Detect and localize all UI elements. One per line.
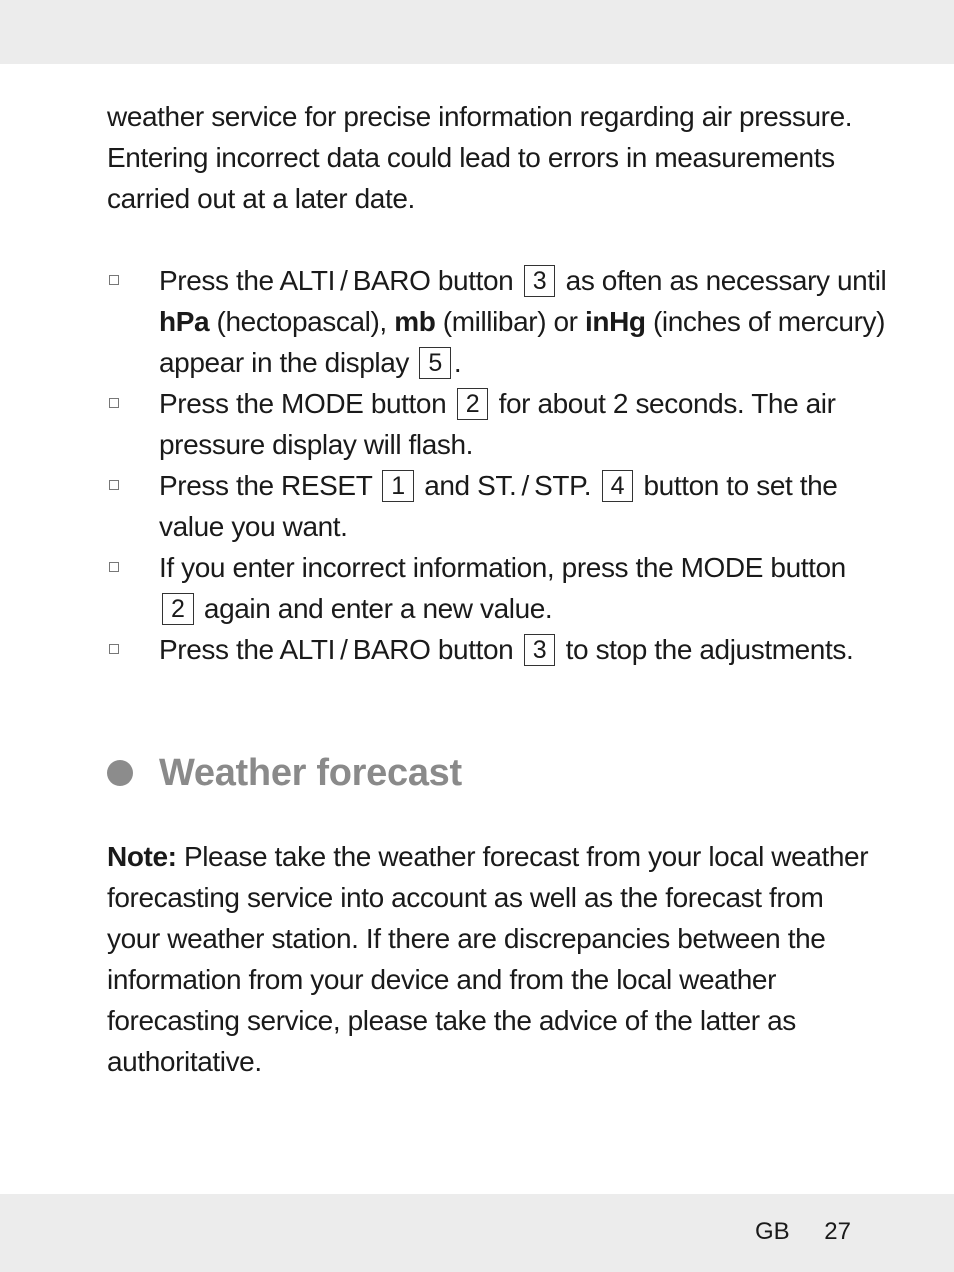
part-number: 3: [524, 634, 556, 666]
list-item: Press the ALTI / BARO button 3 to stop the adjustments.: [107, 629, 887, 670]
language-code: GB: [754, 1218, 790, 1245]
checkbox-bullet-icon: [109, 398, 119, 408]
checkbox-bullet-icon: [109, 480, 119, 490]
part-number: 2: [457, 388, 489, 420]
page-number: 27: [824, 1218, 851, 1245]
list-item: Press the MODE button 2 for about 2 seconds. The air pressure display will flash.: [107, 383, 887, 465]
list-item: Press the RESET 1 and ST. / STP. 4 button to set the value you want.: [107, 465, 887, 547]
list-item: Press the ALTI / BARO button 3 as often as necessary until hPa (hectopascal), mb (millibar) or inHg (inches of mercury) appear in the display 5 .: [107, 260, 887, 383]
checkbox-bullet-icon: [109, 275, 119, 285]
checkbox-bullet-icon: [109, 644, 119, 654]
section-title: Weather forecast: [159, 751, 462, 794]
bullet-dot-icon: [107, 760, 133, 786]
part-number: 1: [382, 470, 414, 502]
section-heading: [107, 748, 462, 798]
page-footer: [755, 1218, 851, 1246]
list-item: If you enter incorrect information, press the MODE button 2 again and enter a new value.: [107, 547, 887, 629]
header-band: [0, 0, 954, 64]
note-paragraph: [107, 836, 882, 1082]
checkbox-bullet-icon: [109, 562, 119, 572]
part-number: 4: [602, 470, 634, 502]
note-label: Note:: [107, 841, 177, 872]
part-number: 3: [524, 265, 556, 297]
intro-paragraph: weather service for precise information regarding air pressure. Entering incorrect data could lead to errors in measurements carried out at a later date.: [107, 101, 853, 214]
step-list: [107, 260, 887, 670]
part-number: 5: [419, 347, 451, 379]
note-text: Please take the weather forecast from your local weather forecasting service into account as well as the forecast from your weather station. If there are discrepancies between the information from your device and from the local weather forecasting service, please take the advice of the latter as authoritative.: [107, 841, 869, 1077]
part-number: 2: [162, 593, 194, 625]
